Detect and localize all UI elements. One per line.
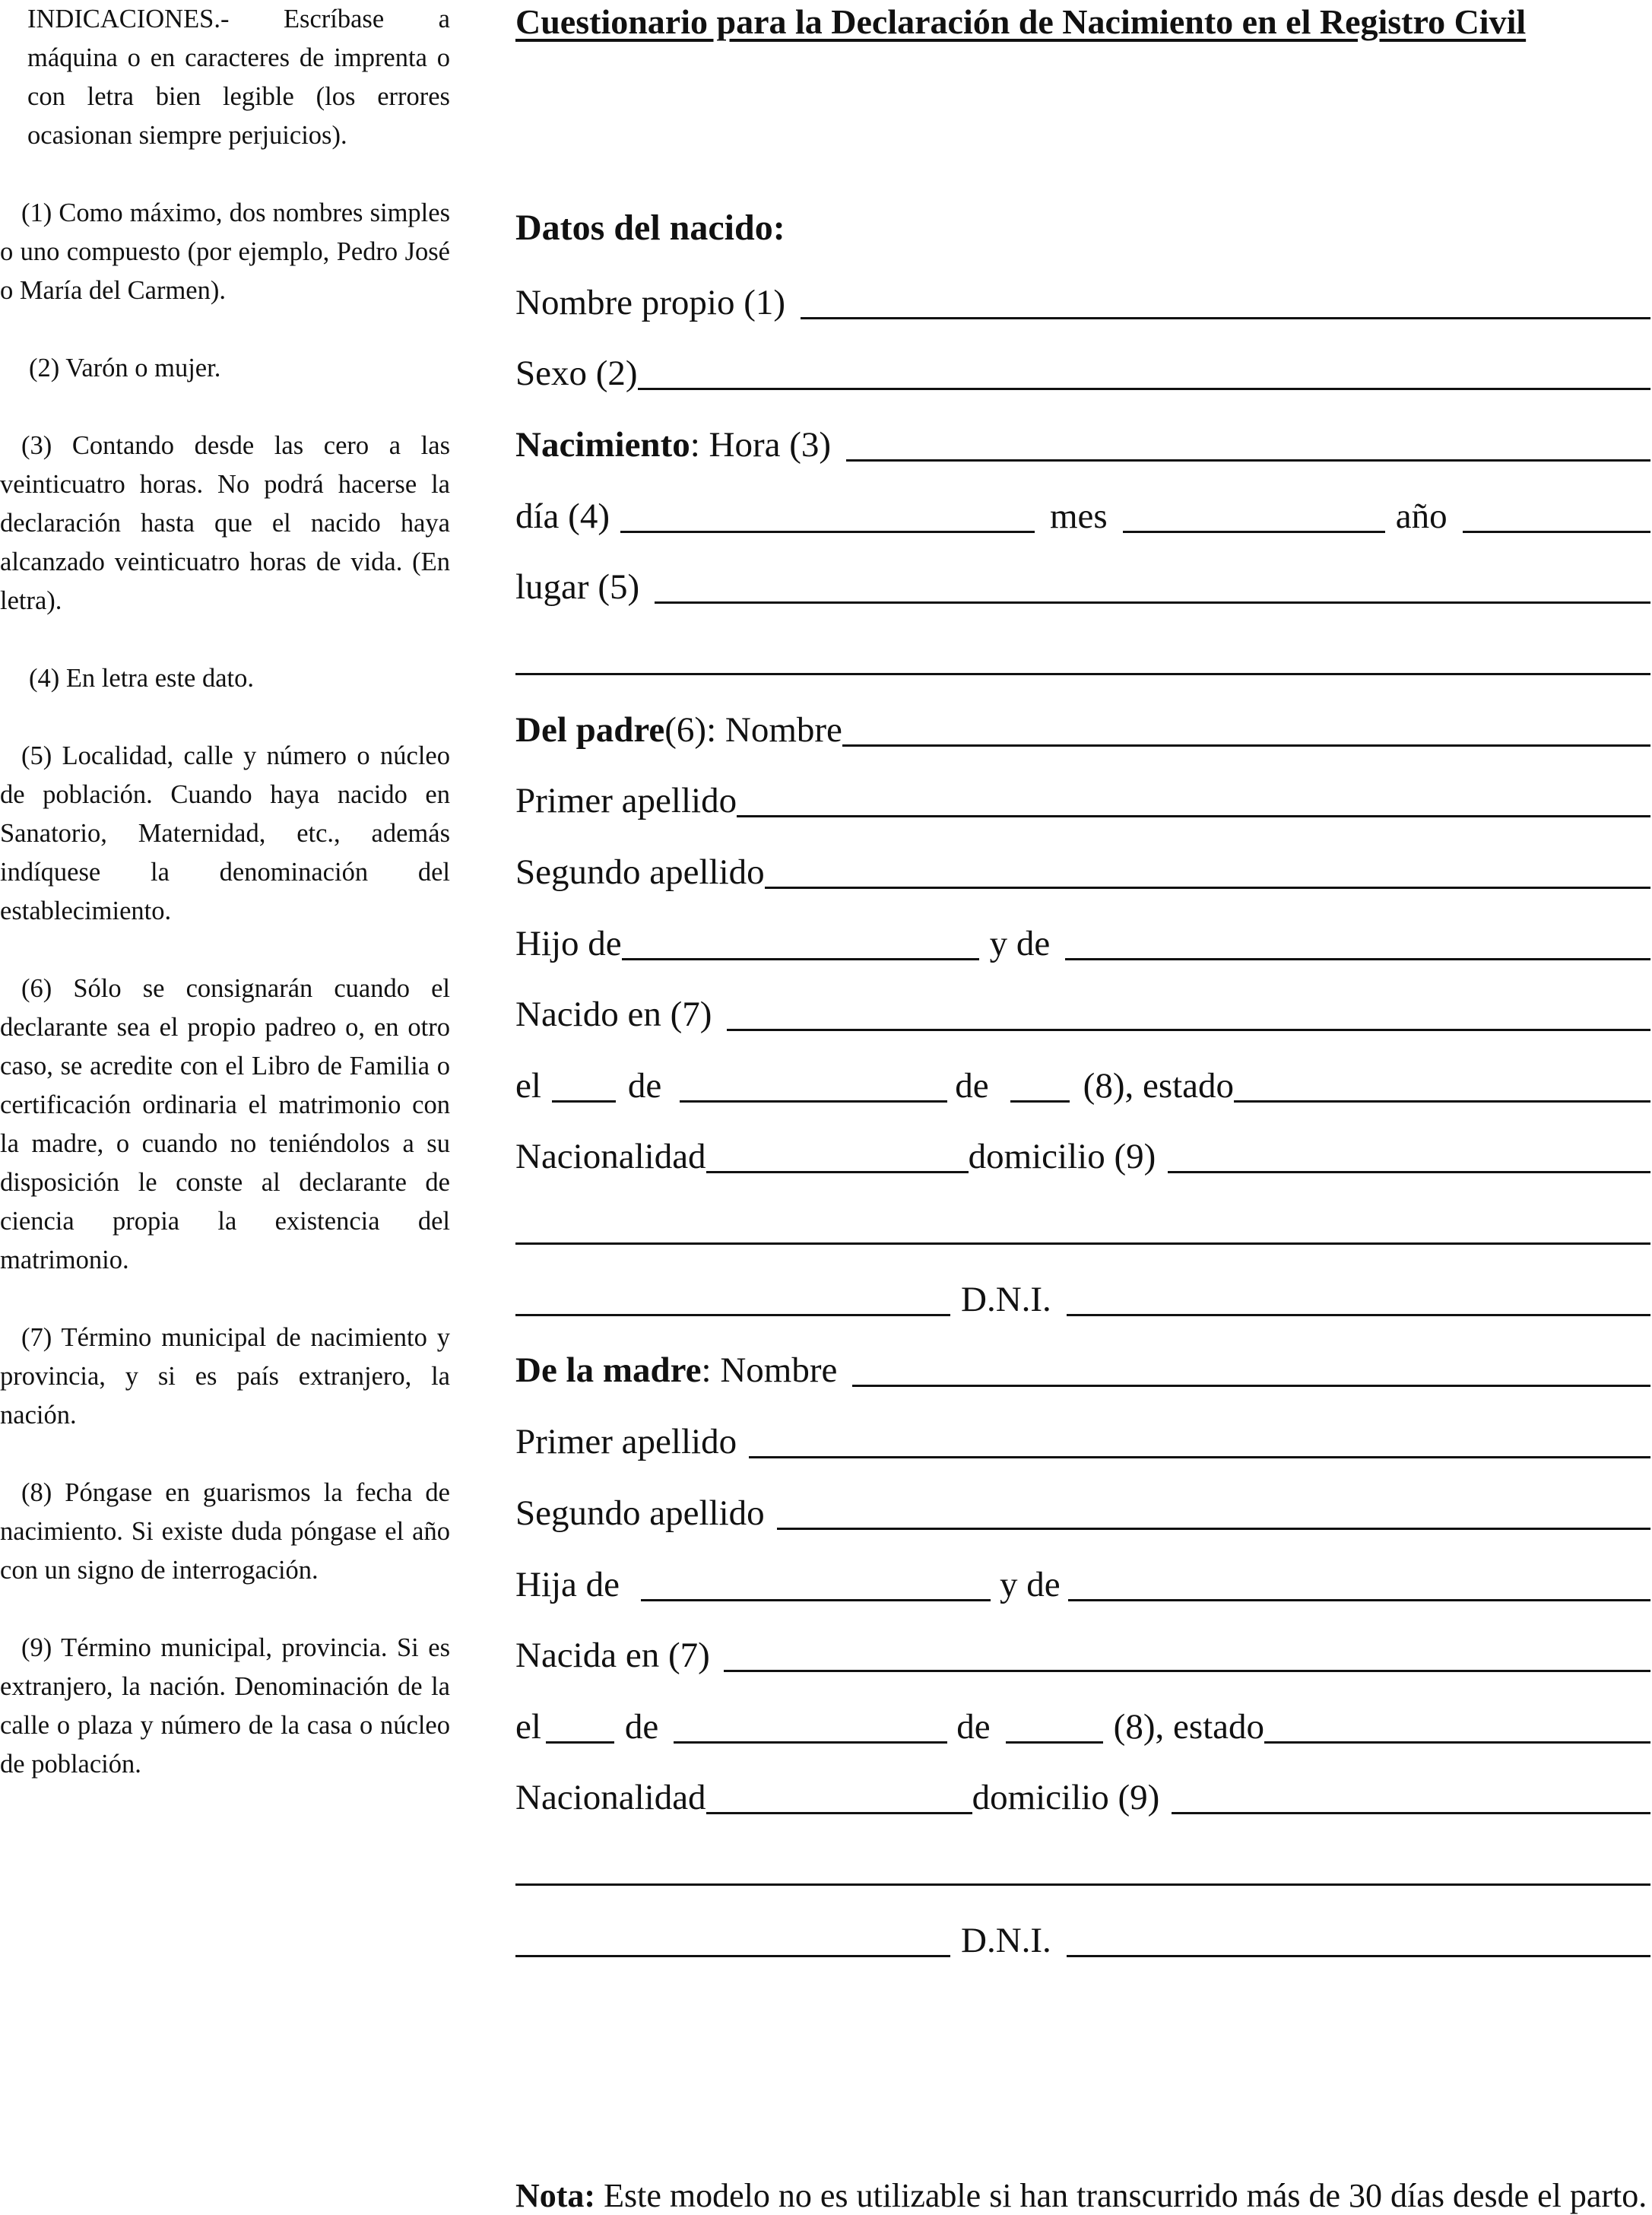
field-sexo[interactable]: [638, 388, 1650, 390]
label-madre-nacida-en: Nacida en (7): [515, 1636, 710, 1675]
label-madre-primer-apellido: Primer apellido: [515, 1422, 737, 1461]
field-madre-domicilio-cont[interactable]: [515, 1883, 1650, 1886]
field-madre-nombre[interactable]: [852, 1385, 1650, 1387]
field-lugar[interactable]: [655, 601, 1650, 604]
note-4: (4) En letra este dato.: [29, 664, 254, 693]
label-padre-domicilio: domicilio (9): [968, 1137, 1156, 1176]
field-padre-estado[interactable]: [1234, 1100, 1650, 1103]
field-padre-dni-pre[interactable]: [515, 1314, 950, 1316]
field-padre-nacido-en[interactable]: [727, 1029, 1650, 1031]
field-madre-domicilio[interactable]: [1172, 1812, 1650, 1814]
row-padre-hijo-de: [515, 921, 1650, 965]
field-padre-y-de[interactable]: [1065, 958, 1650, 960]
note-5: (5) Localidad, calle y número o núcleo de población. Cuando haya nacido en Sanatorio, Maternidad, etc., además indíquese la denominación del establecimiento.: [0, 741, 450, 925]
note-2: (2) Varón o mujer.: [29, 354, 221, 382]
note-8: (8) Póngase en guarismos la fecha de nacimiento. Si existe duda póngase el año con un signo de interrogación.: [0, 1478, 450, 1585]
field-hora[interactable]: [846, 459, 1650, 462]
field-dia[interactable]: [620, 531, 1035, 533]
field-padre-mes[interactable]: [680, 1100, 947, 1103]
label-sexo: Sexo (2): [515, 354, 638, 393]
field-madre-nacionalidad[interactable]: [706, 1812, 972, 1814]
label-madre-dni: D.N.I.: [961, 1921, 1051, 1960]
label-padre-de2: de: [955, 1066, 989, 1106]
row-padre-domicilio-cont: [515, 1205, 1650, 1249]
field-madre-dni-pre[interactable]: [515, 1955, 950, 1957]
label-padre-segundo-apellido: Segundo apellido: [515, 852, 765, 892]
field-lugar-cont[interactable]: [515, 673, 1650, 675]
note-7: (7) Término municipal de nacimiento y provincia, y si es país extranjero, la nación.: [0, 1323, 450, 1430]
label-mes: mes: [1049, 497, 1108, 536]
field-madre-mes[interactable]: [674, 1741, 947, 1744]
label-madre-hija-de: Hija de: [515, 1565, 620, 1604]
field-madre-anio[interactable]: [1006, 1741, 1103, 1744]
row-lugar-cont: [515, 636, 1650, 680]
field-madre-hija-de[interactable]: [641, 1599, 991, 1601]
row-padre-segundo-apellido: [515, 849, 1650, 893]
field-anio[interactable]: [1463, 531, 1650, 533]
instructions-sidebar: [0, 0, 450, 1784]
row-padre-primer-apellido: [515, 778, 1650, 822]
row-madre-primer-apellido: [515, 1419, 1650, 1463]
label-madre-domicilio: domicilio (9): [972, 1778, 1160, 1817]
label-nacimiento: Nacimiento: [515, 425, 690, 465]
field-madre-estado[interactable]: [1264, 1741, 1650, 1744]
field-padre-primer-apellido[interactable]: [737, 815, 1650, 817]
field-mes[interactable]: [1123, 531, 1385, 533]
row-madre-nombre: [515, 1347, 1650, 1392]
field-padre-nombre[interactable]: [842, 744, 1650, 747]
row-nombre-propio: [515, 280, 1650, 324]
label-padre-de1: de: [627, 1066, 662, 1106]
row-lugar: [515, 564, 1650, 608]
row-padre-nacido-en: [515, 992, 1650, 1036]
label-padre-primer-apellido: Primer apellido: [515, 781, 737, 820]
label-padre-nacionalidad: Nacionalidad: [515, 1137, 706, 1176]
label-dia: día (4): [515, 497, 610, 536]
page-title: Cuestionario para la Declaración de Nacimiento en el Registro Civil: [515, 2, 1527, 41]
note-1: (1) Como máximo, dos nombres simples o uno compuesto (por ejemplo, Pedro José o María del Carmen).: [0, 198, 450, 305]
label-nombre-propio: Nombre propio (1): [515, 283, 786, 322]
row-fecha: [515, 493, 1650, 538]
label-madre-y-de: y de: [1000, 1565, 1061, 1604]
label-padre-hijo-de: Hijo de: [515, 924, 622, 963]
label-madre-de2: de: [956, 1707, 991, 1747]
label-lugar: lugar (5): [515, 567, 640, 607]
label-padre-el: el: [515, 1066, 541, 1106]
label-madre-el: el: [515, 1707, 541, 1747]
note-3: (3) Contando desde las cero a las veinticuatro horas. No podrá hacerse la declaración hasta que el nacido haya alcanzado veinticuatro horas de vida. (En letra).: [0, 431, 450, 615]
label-de-la-madre: De la madre: [515, 1350, 702, 1390]
label-madre-de1: de: [624, 1707, 659, 1747]
field-padre-anio[interactable]: [1010, 1100, 1070, 1103]
field-madre-dia[interactable]: [546, 1741, 614, 1744]
label-padre-y-de: y de: [989, 924, 1051, 963]
row-hora: [515, 422, 1650, 466]
label-madre-segundo-apellido: Segundo apellido: [515, 1493, 765, 1533]
label-madre-estado: (8), estado: [1113, 1707, 1265, 1747]
row-madre-hija-de: [515, 1562, 1650, 1606]
label-del-padre: Del padre: [515, 710, 665, 750]
row-padre-dni: [515, 1277, 1650, 1321]
note-9: (9) Término municipal, provincia. Si es extranjero, la nación. Denominación de la calle o plaza y número de la casa o núcleo de población.: [0, 1633, 450, 1779]
row-sexo: [515, 351, 1650, 395]
label-anio: año: [1395, 497, 1447, 536]
field-padre-domicilio[interactable]: [1168, 1171, 1650, 1173]
row-madre-segundo-apellido: [515, 1490, 1650, 1534]
row-padre-fecha: [515, 1063, 1650, 1107]
field-madre-y-de[interactable]: [1068, 1599, 1650, 1601]
footer-note-label: Nota:: [515, 2177, 596, 2214]
row-madre-fecha: [515, 1704, 1650, 1748]
label-hora: : Hora (3): [690, 425, 832, 465]
field-padre-dia[interactable]: [552, 1100, 616, 1103]
section-nacido-heading: Datos del nacido:: [515, 208, 785, 248]
field-madre-nacida-en[interactable]: [724, 1670, 1650, 1672]
row-madre-dni: [515, 1918, 1650, 1962]
label-madre-nacionalidad: Nacionalidad: [515, 1778, 706, 1817]
label-padre-nacido-en: Nacido en (7): [515, 995, 712, 1034]
row-madre-nacida-en: [515, 1633, 1650, 1677]
field-nombre-propio[interactable]: [801, 317, 1650, 319]
indicaciones-note: INDICACIONES.- Escríbase a máquina o en caracteres de imprenta o con letra bien legible (los errores ocasionan siempre perjuicios).: [27, 5, 450, 150]
label-madre-nombre: : Nombre: [701, 1350, 838, 1390]
label-padre-estado: (8), estado: [1083, 1066, 1235, 1106]
note-6: (6) Sólo se consignarán cuando el declarante sea el propio padreo o, en otro caso, se acredite con el Libro de Familia o certificación ordinaria el matrimonio con la madre, o cuando no teniéndolos a su disposición le conste al declarante de ciencia propia la existencia del matrimonio.: [0, 974, 450, 1274]
row-padre-nombre: [515, 707, 1650, 751]
field-madre-dni[interactable]: [1067, 1955, 1650, 1957]
footer-note-text: Este modelo no es utilizable si han transcurrido más de 30 días desde el parto.: [595, 2177, 1647, 2214]
label-padre-nombre: (6): Nombre: [664, 710, 842, 750]
field-padre-nacionalidad[interactable]: [706, 1171, 969, 1173]
field-padre-dni[interactable]: [1067, 1314, 1650, 1316]
footer-note: [515, 2176, 1652, 2215]
field-padre-hijo-de[interactable]: [622, 958, 979, 960]
field-madre-segundo-apellido[interactable]: [777, 1528, 1650, 1530]
field-padre-segundo-apellido[interactable]: [765, 887, 1650, 889]
row-madre-nacionalidad: [515, 1775, 1650, 1819]
row-padre-nacionalidad: [515, 1134, 1650, 1178]
field-padre-domicilio-cont[interactable]: [515, 1242, 1650, 1245]
label-padre-dni: D.N.I.: [961, 1280, 1051, 1319]
row-madre-domicilio-cont: [515, 1846, 1650, 1890]
field-madre-primer-apellido[interactable]: [749, 1456, 1650, 1458]
